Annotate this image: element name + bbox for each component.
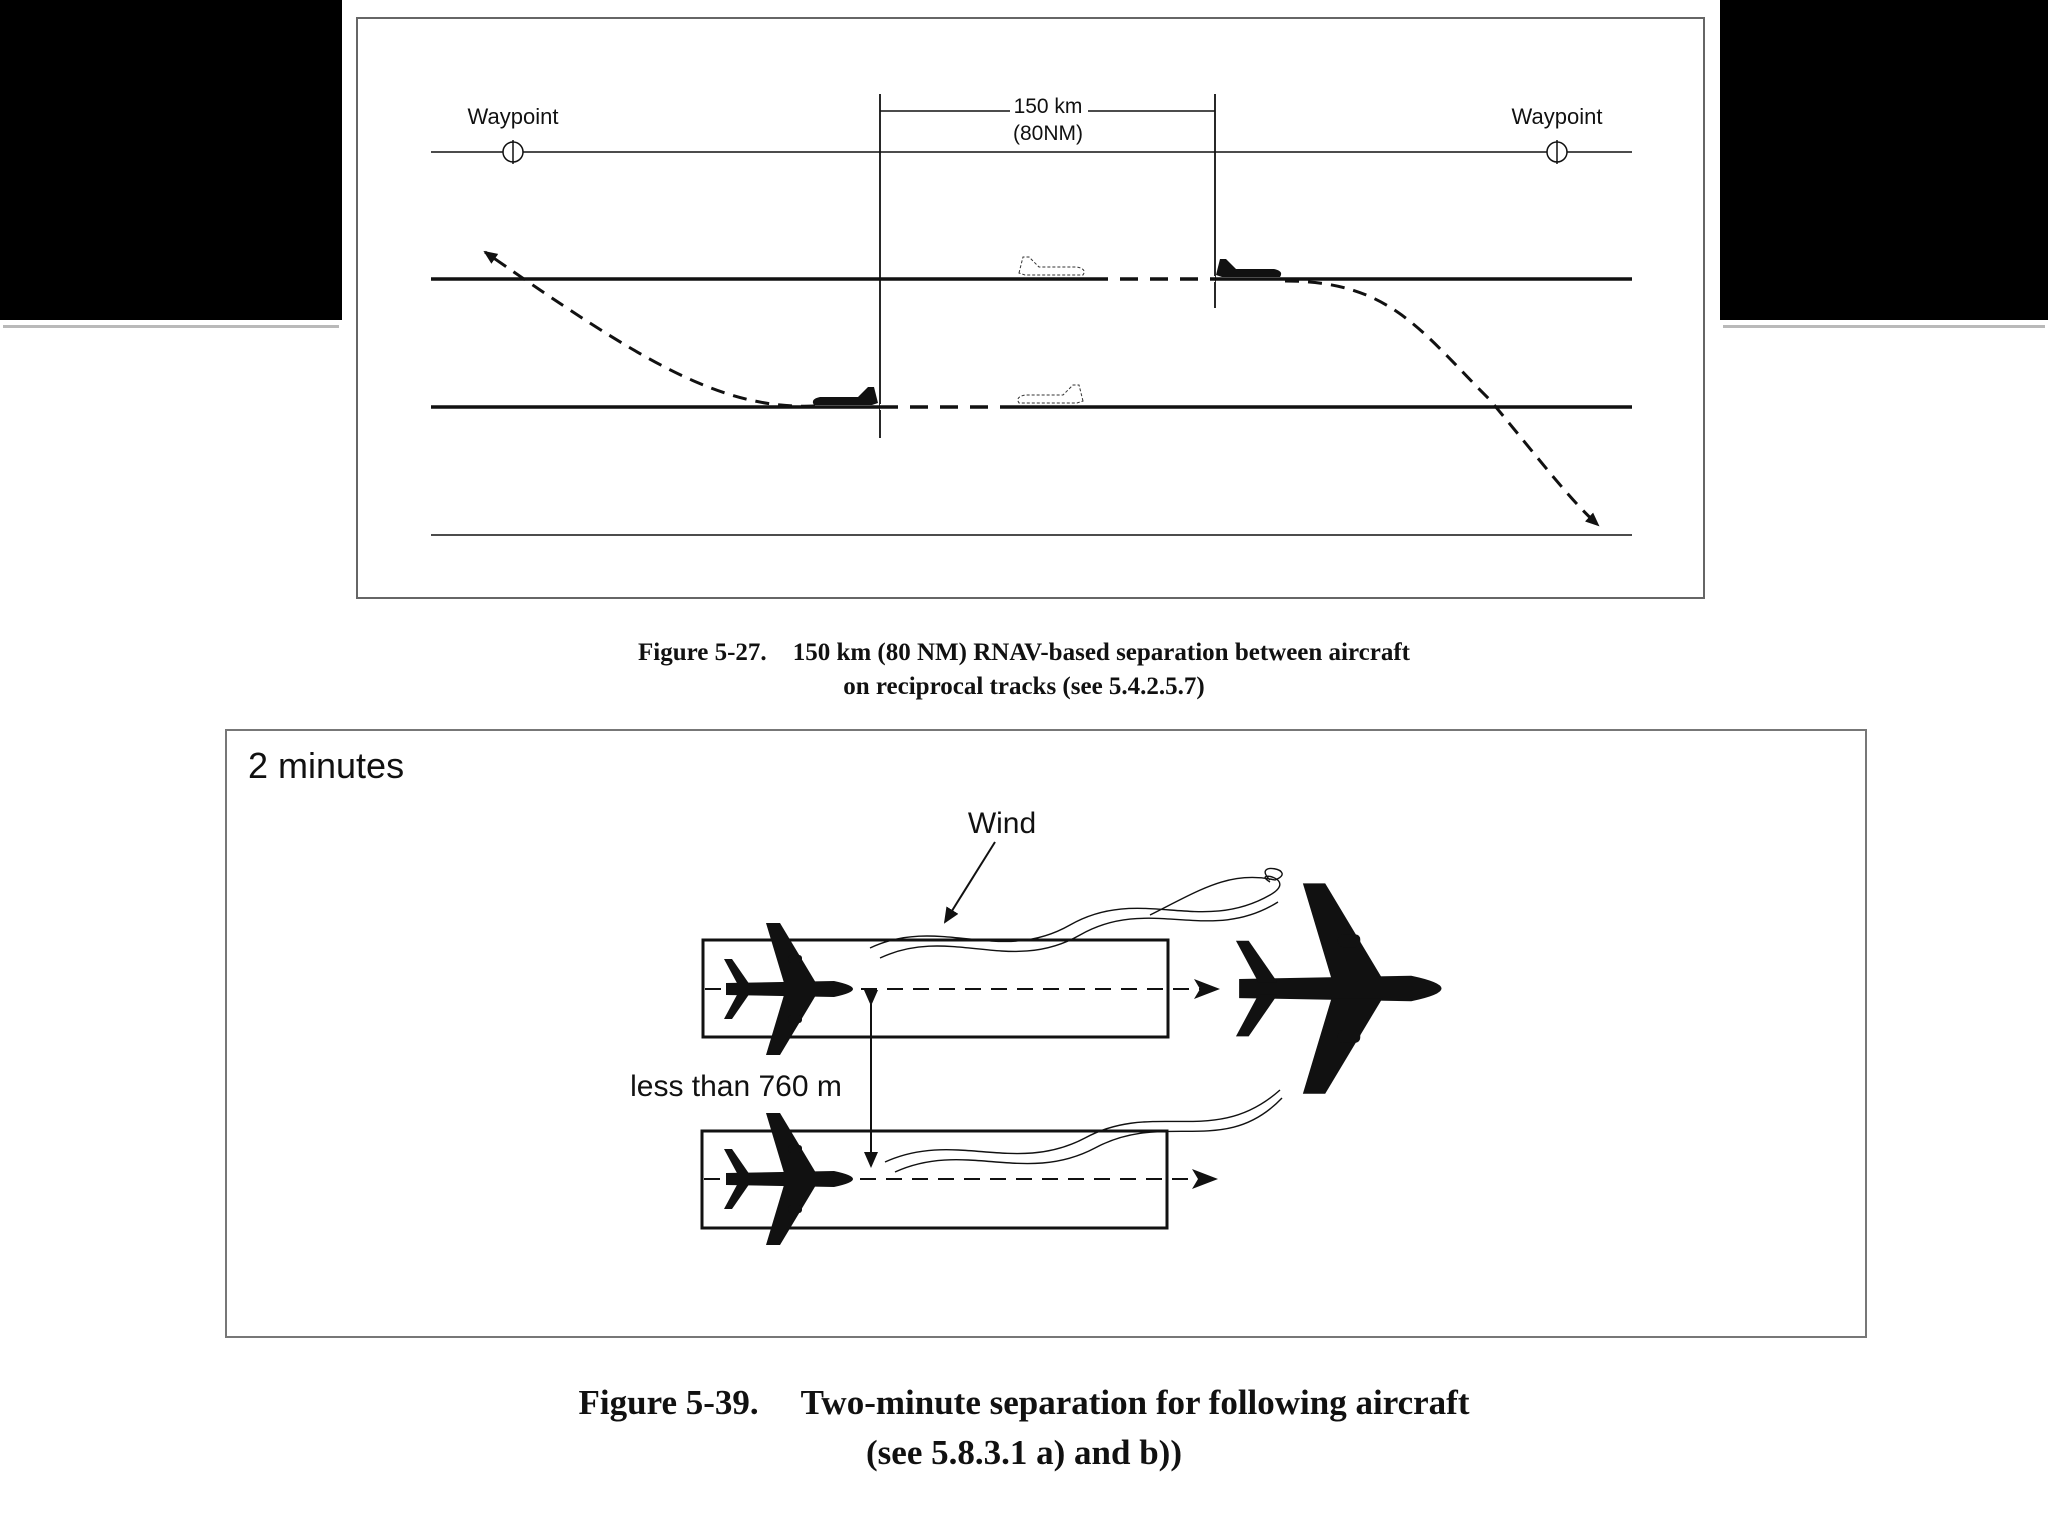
distance-label: less than 760 m [630, 1070, 842, 1103]
figure-1-number: Figure 5-27. [638, 639, 767, 666]
waypoint-label-left: Waypoint [467, 104, 559, 129]
figure-2-caption [0, 1378, 2048, 1478]
distance-label-km: 150 km [1013, 95, 1083, 118]
waypoint-label-right: Waypoint [1511, 104, 1603, 129]
wind-label: Wind [967, 807, 1037, 840]
figure-1-caption-line1: 150 km (80 NM) RNAV-based separation between aircraft [792, 639, 1410, 666]
figure-2-frame [226, 730, 1866, 1337]
figure-2-caption-line1: Two-minute separation for following aircraft [800, 1383, 1470, 1422]
figure-1-caption [0, 636, 2048, 704]
time-label: 2 minutes [248, 745, 405, 786]
figure-1-caption-line2: on reciprocal tracks (see 5.4.2.5.7) [843, 673, 1205, 700]
figure-2-caption-line2: (see 5.8.3.1 a) and b)) [866, 1433, 1182, 1472]
figure-2-number: Figure 5-39. [578, 1383, 759, 1422]
figure-5-27 [357, 18, 1704, 598]
distance-label-nm: (80NM) [1012, 122, 1084, 145]
figure-5-39 [226, 730, 1866, 1337]
